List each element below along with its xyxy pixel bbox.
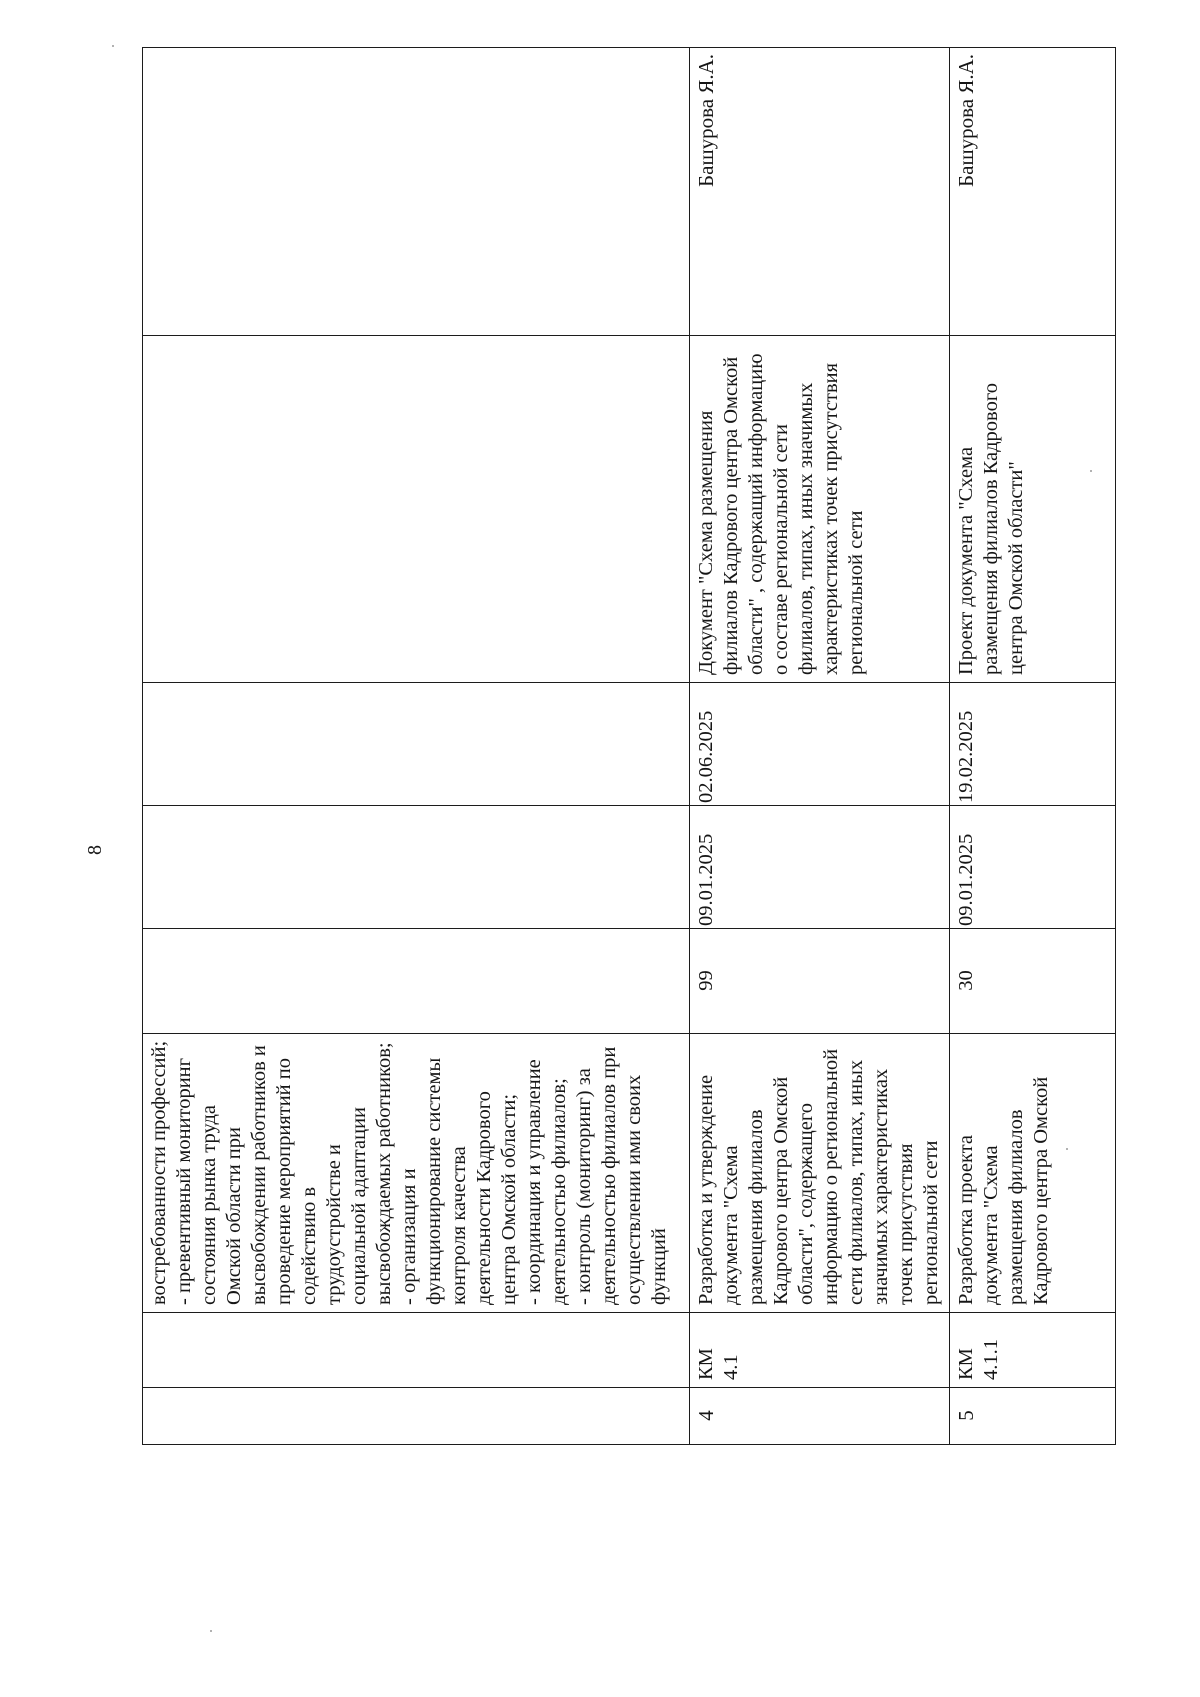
row-number-cell: 4	[690, 1388, 950, 1445]
responsible-cell: Башурова Я.А.	[950, 48, 1116, 336]
page-number: 8	[84, 845, 106, 855]
value-cell	[143, 929, 690, 1034]
scan-speck	[1090, 470, 1092, 472]
end-date-cell	[143, 683, 690, 806]
description-cell: востребованности профессий; - превентивный мониторинг состояния рынка труда Омской области при высвобождении работников и проведение мероприятий по содействию в трудоустройстве и социальной адаптации высвобождаемых работников; - организация и функционирование системы контроля качества деятельности Кадрового центра Омской области; - координация и управление деятельностью филиалов; - контроль (мониторинг) за деятельностью филиалов при осуществлении ими своих функций	[143, 1034, 690, 1313]
code-cell: КМ 4.1.1	[950, 1313, 1116, 1388]
end-date-cell: 02.06.2025	[690, 683, 950, 806]
start-date-cell: 09.01.2025	[950, 806, 1116, 929]
value-cell: 30	[950, 929, 1116, 1034]
responsible-cell	[143, 48, 690, 336]
result-cell: Проект документа "Схема размещения филиалов Кадрового центра Омской области"	[950, 336, 1116, 683]
scan-speck	[210, 1630, 212, 1632]
end-date-cell: 19.02.2025	[950, 683, 1116, 806]
value-cell: 99	[690, 929, 950, 1034]
start-date-cell	[143, 806, 690, 929]
code-cell	[143, 1313, 690, 1388]
scan-speck	[1066, 1148, 1068, 1150]
table-row	[950, 48, 1116, 1445]
description-cell: Разработка проекта документа "Схема размещения филиалов Кадрового центра Омской	[950, 1034, 1116, 1313]
code-cell: КМ 4.1	[690, 1313, 950, 1388]
scan-speck	[112, 45, 114, 47]
description-cell: Разработка и утверждение документа "Схема размещения филиалов Кадрового центра Омской области", содержащего информацию о региональной сети филиалов, типах, иных значимых характеристиках точек присутствия региональной сети	[690, 1034, 950, 1313]
table-row	[690, 48, 950, 1445]
table-row	[143, 48, 690, 1445]
start-date-cell: 09.01.2025	[690, 806, 950, 929]
row-number-cell: 5	[950, 1388, 1116, 1445]
responsible-cell: Башурова Я.А.	[690, 48, 950, 336]
result-cell	[143, 336, 690, 683]
plan-table	[142, 47, 1116, 1445]
rotated-table-container	[142, 48, 1115, 1445]
row-number-cell	[143, 1388, 690, 1445]
result-cell: Документ "Схема размещения филиалов Кадрового центра Омской области" , содержащий информацию о составе региональной сети филиалов, типах, иных значимых характеристиках точек присутствия региональной сети	[690, 336, 950, 683]
